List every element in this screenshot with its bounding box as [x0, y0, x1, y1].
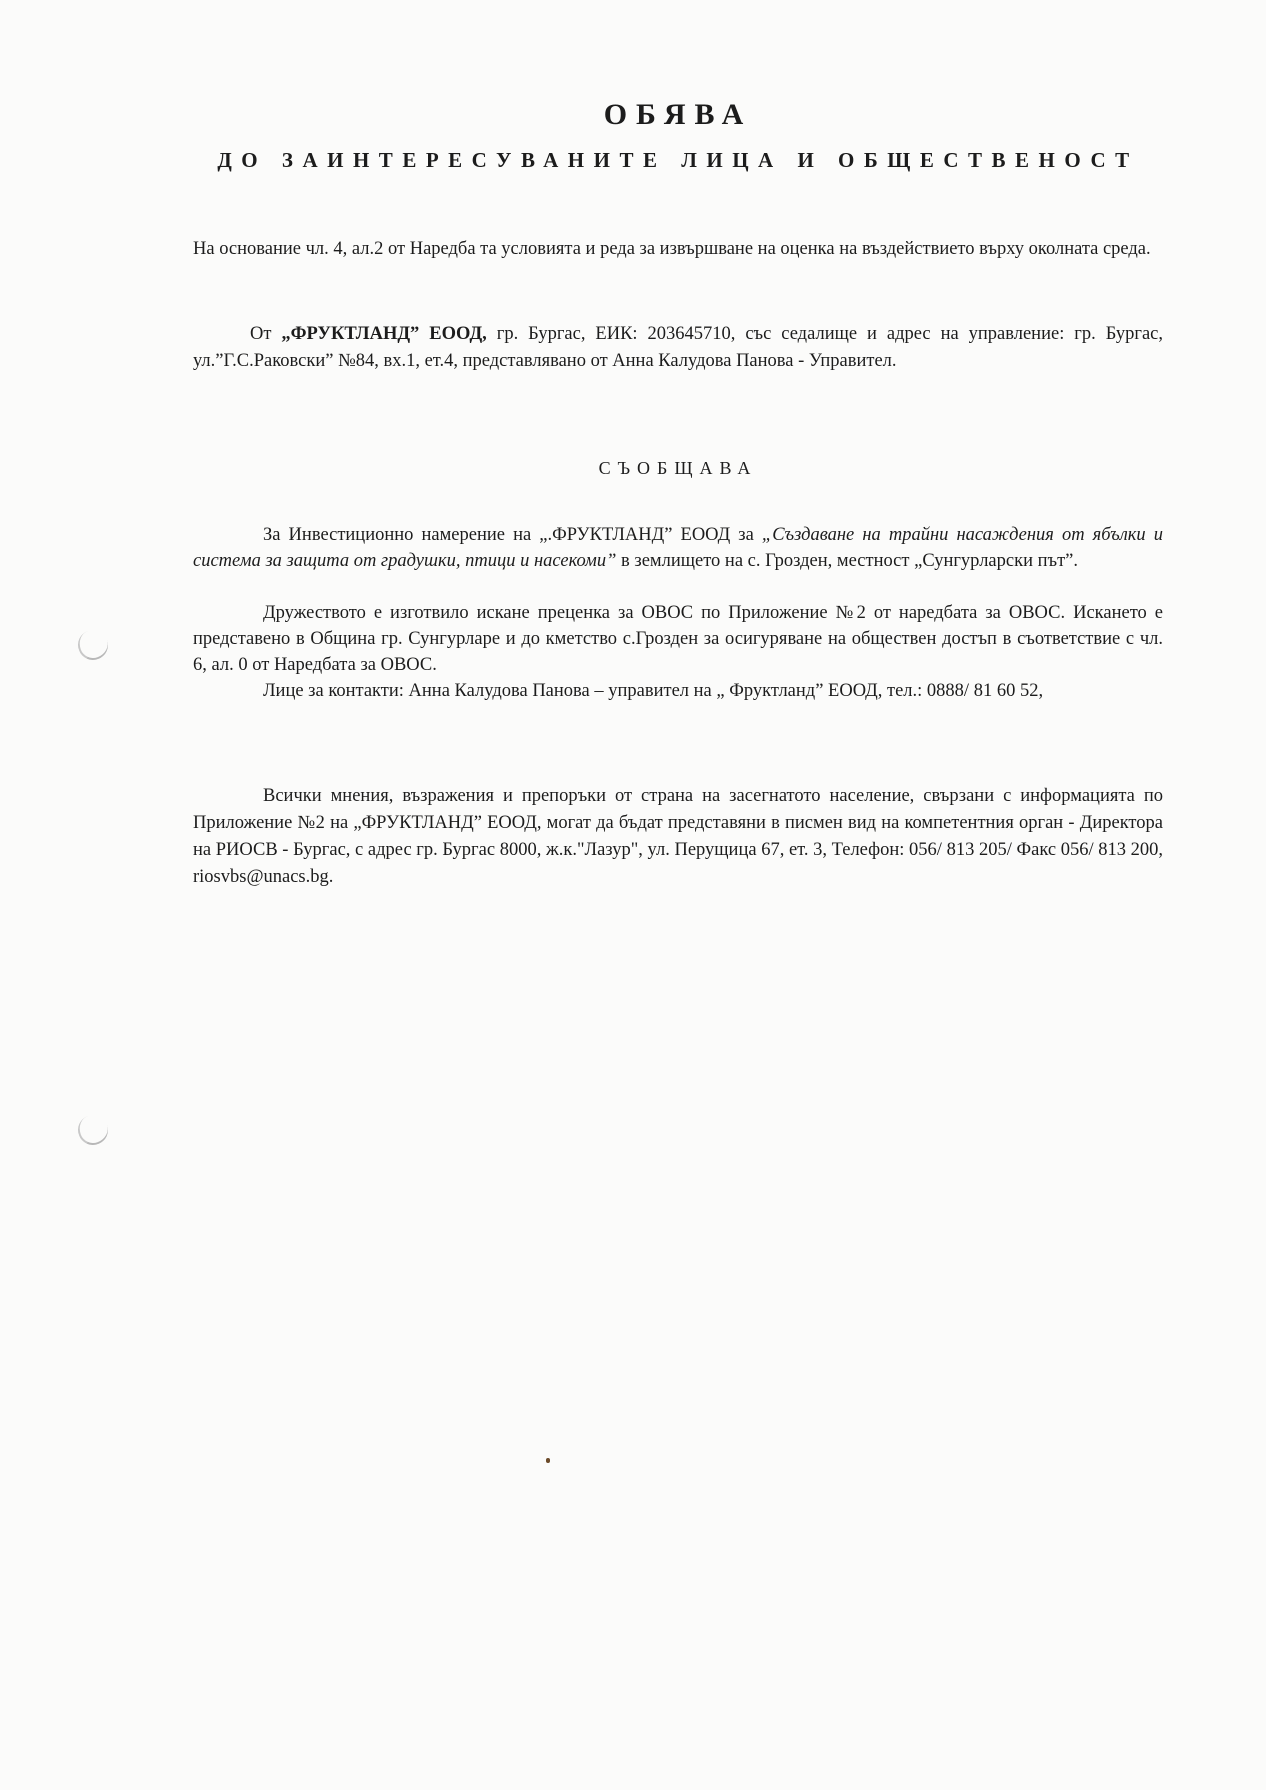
contact-paragraph	[193, 678, 1163, 704]
project-suffix: в землището на с. Грозден, местност „Сунгурларски път”.	[616, 551, 1078, 571]
document-title: ОБЯВА	[603, 98, 753, 131]
opinions-text: Всички мнения, възражения и препоръки от страна на засегнатото население, свързани с информацията по Приложение №2 на „ФРУКТЛАНД” ЕООД, могат да бъдат представяни в писмен вид на компетентния орган - Директора на РИОСВ - Бургас, с адрес гр. Бургас 8000, ж.к."Лазур", ул. Перущица 67, ет. 3, Телефон: 056/ 813 205/ Факс 056/ 813 200, riosvbs@unacs.bg.	[193, 786, 1163, 887]
sender-company: „ФРУКТЛАНД” ЕООД,	[281, 324, 487, 344]
sender-paragraph	[193, 321, 1163, 375]
punch-hole-bottom	[74, 1111, 112, 1149]
project-paragraph	[193, 522, 1163, 574]
intro-paragraph	[193, 236, 1163, 263]
request-paragraph	[193, 600, 1163, 678]
sender-details: гр. Бургас, ЕИК: 203645710, със седалище и адрес на управление: гр. Бургас, ул.”Г.С.Раковски” №84, вх.1, ет.4, представлявано от Анна Калудова Панова - Управител.	[193, 324, 1163, 371]
contact-text: Лице за контакти: Анна Калудова Панова – управител на „ Фруктланд” ЕООД, тел.: 0888/ 81 60 52,	[263, 681, 1044, 701]
opinions-paragraph	[193, 783, 1163, 891]
sender-prefix: От	[250, 324, 282, 344]
project-subject: „Създаване на трайни насаждения от ябълки и система за защита от градушки, птици и насекоми”	[193, 525, 1163, 571]
punch-hole-top	[74, 626, 112, 664]
announces-heading: СЪОБЩАВА	[598, 458, 758, 478]
request-text: Дружеството е изготвило искане преценка за ОВОС по Приложение №2 от наредбата за ОВОС. Искането е представено в Община гр. Сунгурларе и до кметство с.Грозден за осигуряване на обществен достъп в съответствие с чл. 6, ал. 0 от Наредбата за ОВОС.	[193, 603, 1163, 675]
project-prefix: За Инвестиционно намерение на „.ФРУКТЛАНД” ЕООД за	[263, 525, 762, 545]
document-subtitle: ДО ЗАИНТЕРЕСУВАНИТЕ ЛИЦА И ОБЩЕСТВЕНОСТ	[217, 148, 1139, 172]
paper-speck	[546, 1458, 550, 1463]
intro-text: На основание чл. 4, ал.2 от Наредба та условията и реда за извършване на оценка на въздействието върху околната среда.	[193, 239, 1151, 259]
